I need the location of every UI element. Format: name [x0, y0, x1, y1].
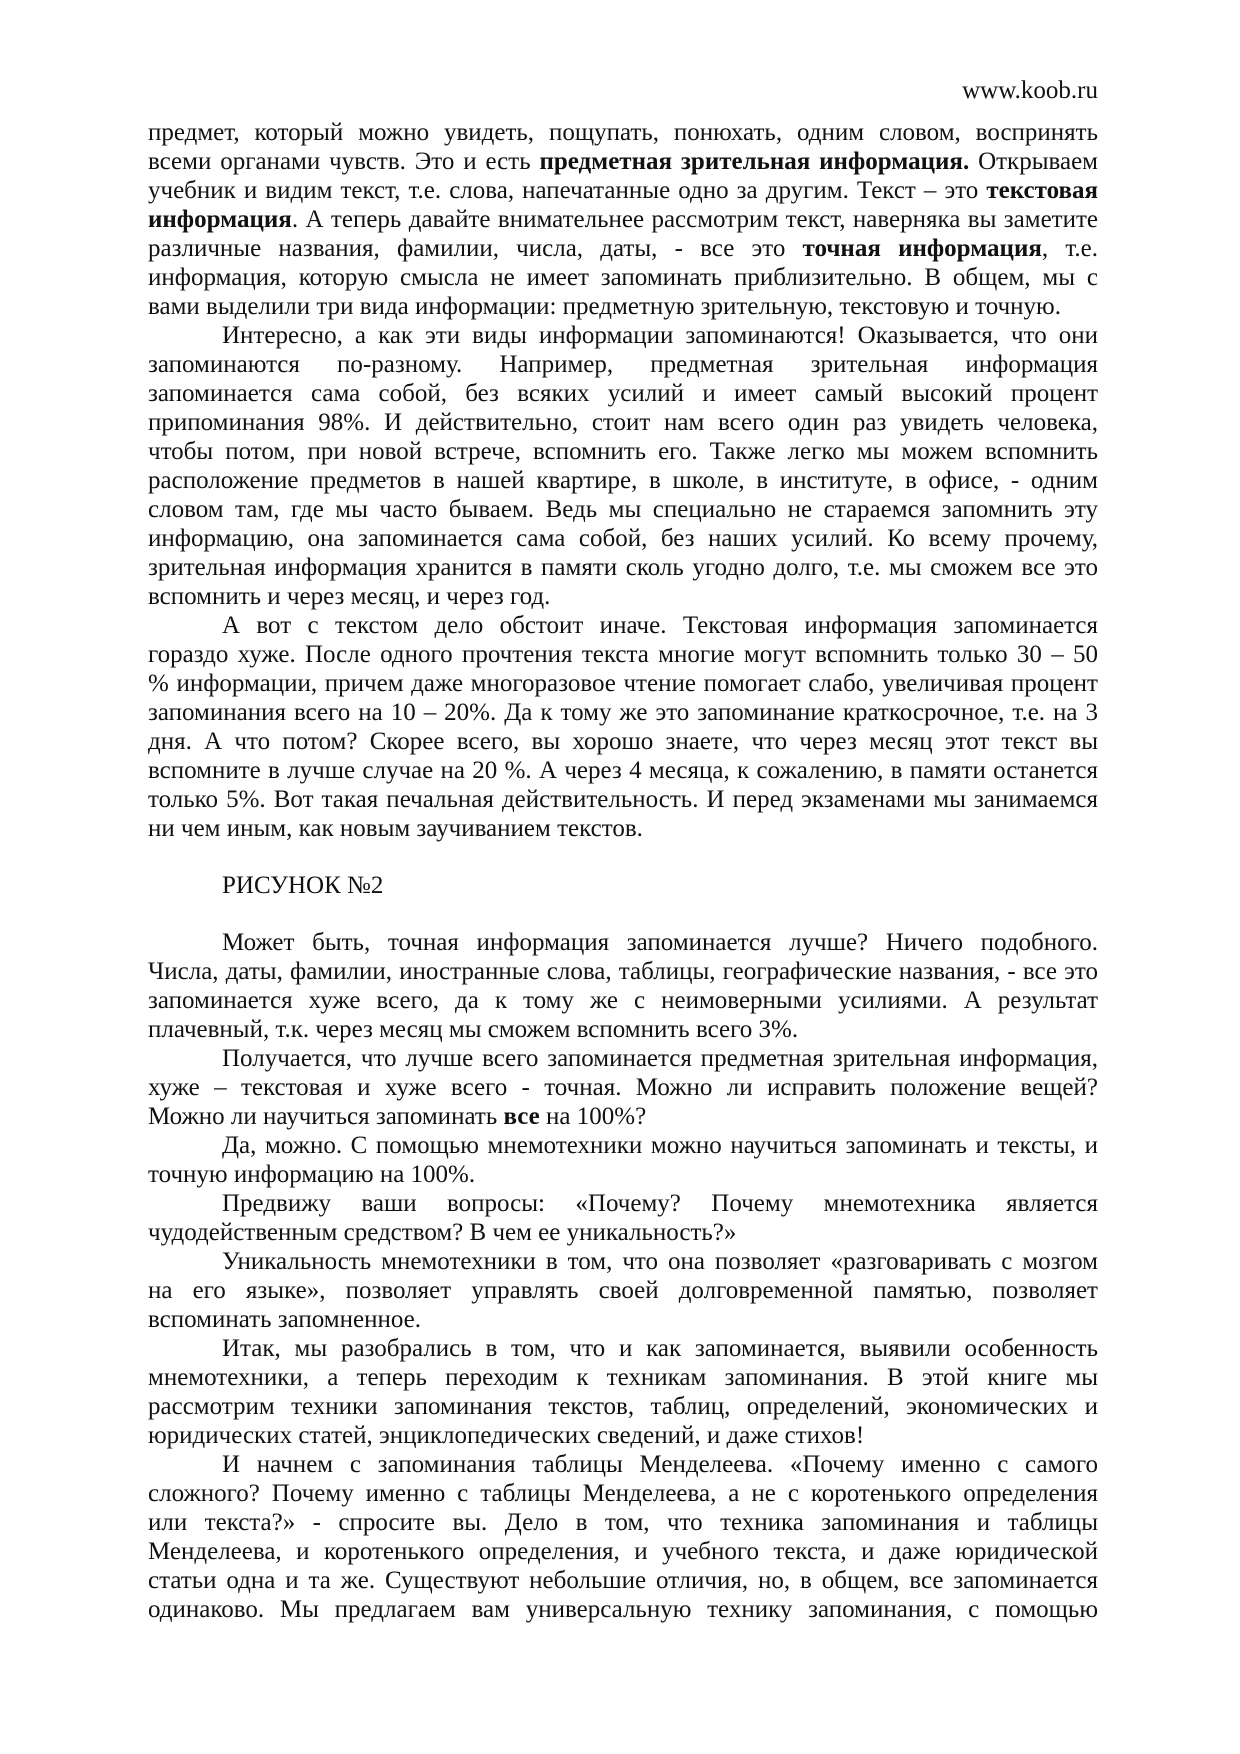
text-segment: рассмотрим техники запоминания текстов, таблиц, определений, экономических и [148, 1393, 1098, 1420]
text-segment: вспомните в лучше случае на 20 %. А через 4 месяца, к сожалению, в памяти останется [148, 757, 1098, 784]
text-line [148, 1566, 1098, 1595]
body-text-top [148, 118, 1098, 843]
paragraph [148, 1334, 1098, 1450]
text-line [222, 928, 1098, 957]
text-line [148, 1392, 1098, 1421]
text-segment: вспомнить и через месяц, и через год. [148, 583, 551, 610]
text-segment: Открываем [969, 148, 1098, 175]
text-segment: плачевный, т.к. через месяц мы сможем вспомнить всего 3%. [148, 1016, 799, 1043]
text-line [148, 350, 1098, 379]
text-segment: или текста?» - спросите вы. Дело в том, что техника запоминания и таблицы [148, 1509, 1098, 1536]
text-line [148, 785, 1098, 814]
text-line [148, 379, 1098, 408]
paragraph [148, 1450, 1098, 1624]
text-line [148, 147, 1098, 176]
text-line [148, 640, 1098, 669]
text-line [222, 1334, 1098, 1363]
text-segment: только 5%. Вот такая печальная действительность. И перед экзаменами мы занимаемся [148, 786, 1098, 813]
paragraph [148, 1247, 1098, 1334]
text-line [148, 756, 1098, 785]
text-segment: . А теперь давайте внимательнее рассмотрим текст, наверняка вы заметите [291, 206, 1098, 233]
text-segment: чтобы потом, при новой встрече, вспомнить его. Также легко мы можем вспомнить [148, 438, 1098, 465]
paragraph [148, 611, 1098, 843]
text-line [148, 495, 1098, 524]
page-header-site: www.koob.ru [962, 77, 1098, 104]
text-line [148, 205, 1098, 234]
text-segment: дня. А что потом? Скорее всего, вы хорошо знаете, что через месяц этот текст вы [148, 728, 1098, 755]
text-line [148, 408, 1098, 437]
text-line [148, 582, 1098, 611]
text-line [222, 1189, 1098, 1218]
text-line [148, 466, 1098, 495]
text-line [148, 1595, 1098, 1624]
text-line [148, 727, 1098, 756]
text-segment: запоминания всего на 10 – 20%. Да к тому же это запоминание краткосрочное, т.е. на 3 [148, 699, 1098, 726]
text-segment: запоминается хуже всего, да к тому же с неимоверными усилиями. А результат [148, 987, 1098, 1014]
text-segment: словом там, где мы часто бываем. Ведь мы специально не стараемся запомнить эту [148, 496, 1098, 523]
text-line [148, 1015, 1098, 1044]
text-segment: на 100%? [539, 1103, 647, 1130]
text-line [148, 524, 1098, 553]
text-segment: хуже – текстовая и хуже всего - точная. Можно ли исправить положение вещей? [148, 1074, 1098, 1101]
body-text-bottom [148, 928, 1098, 1624]
text-segment: , т.е. [1041, 235, 1098, 262]
text-segment: статьи одна и та же. Существуют небольшие отличия, но, в общем, все запоминается [148, 1567, 1098, 1594]
text-line [148, 669, 1098, 698]
text-segment: мнемотехники, а теперь переходим к техникам запоминания. В этой книге мы [148, 1364, 1098, 1391]
text-segment: учебник и видим текст, т.е. слова, напечатанные одно за другим. Текст – это [148, 177, 987, 204]
text-segment: Да, можно. С помощью мнемотехники можно научиться запоминать и тексты, и [222, 1132, 1098, 1159]
text-line [148, 986, 1098, 1015]
text-segment: юридических статей, энциклопедических сведений, и даже стихов! [148, 1422, 865, 1449]
bold-term: точная информация [802, 235, 1042, 262]
text-segment: запоминается сама собой, без всяких усилий и имеет самый высокий процент [148, 380, 1098, 407]
text-line [148, 437, 1098, 466]
text-line [148, 814, 1098, 843]
paragraph [148, 1189, 1098, 1247]
text-line [222, 321, 1098, 350]
text-segment: Итак, мы разобрались в том, что и как запоминается, выявили особенность [222, 1335, 1098, 1362]
text-segment: Уникальность мнемотехники в том, что она позволяет «разговаривать с мозгом [222, 1248, 1098, 1275]
text-line [148, 553, 1098, 582]
text-line [148, 263, 1098, 292]
text-segment: А вот с текстом дело обстоит иначе. Текстовая информация запоминается [222, 612, 1098, 639]
paragraph [148, 1131, 1098, 1189]
text-segment: И начнем с запоминания таблицы Менделеева. «Почему именно с самого [222, 1451, 1098, 1478]
text-line [148, 1508, 1098, 1537]
text-segment: припоминания 98%. И действительно, стоит нам всего один раз увидеть человека, [148, 409, 1098, 436]
text-segment: информация, которую смысла не имеет запоминать приблизительно. В общем, мы с [148, 264, 1098, 291]
figure-caption: РИСУНОК №2 [222, 872, 384, 899]
text-segment: гораздо хуже. После одного прочтения текста многие могут вспомнить только 30 – 50 [148, 641, 1098, 668]
text-line [148, 1363, 1098, 1392]
text-line [148, 1537, 1098, 1566]
text-segment: зрительная информация хранится в памяти сколь угодно долго, т.е. мы сможем все это [148, 554, 1098, 581]
text-line [148, 1073, 1098, 1102]
text-line [222, 1450, 1098, 1479]
text-line [222, 1247, 1098, 1276]
text-segment: % информации, причем даже многоразовое чтение помогает слабо, увеличивая процент [148, 670, 1098, 697]
text-line [148, 1479, 1098, 1508]
text-segment: расположение предметов в нашей квартире, в школе, в институте, в офисе, - одним [148, 467, 1098, 494]
text-segment: Может быть, точная информация запоминается лучше? Ничего подобного. [222, 929, 1098, 956]
text-line [148, 176, 1098, 205]
text-line [148, 1218, 1098, 1247]
bold-term: все [503, 1103, 540, 1130]
paragraph [148, 928, 1098, 1044]
text-line [148, 1305, 1098, 1334]
text-segment: Получается, что лучше всего запоминается предметная зрительная информация, [222, 1045, 1098, 1072]
text-segment: предмет, который можно увидеть, пощупать, понюхать, одним словом, воспринять [148, 119, 1098, 146]
text-line [222, 1044, 1098, 1073]
text-segment: на его языке», позволяет управлять своей долговременной памятью, позволяет [148, 1277, 1098, 1304]
bold-term: информация [148, 206, 292, 233]
text-line [148, 957, 1098, 986]
text-line [148, 1276, 1098, 1305]
text-segment: чудодейственным средством? В чем ее уникальность?» [148, 1219, 737, 1246]
text-segment: вспоминать запомненное. [148, 1306, 422, 1333]
paragraph [148, 321, 1098, 611]
text-line [148, 118, 1098, 147]
text-segment: Интересно, а как эти виды информации запоминаются! Оказывается, что они [222, 322, 1098, 349]
text-line [222, 1131, 1098, 1160]
text-segment: вами выделили три вида информации: предметную зрительную, текстовую и точную. [148, 293, 1061, 320]
text-segment: Предвижу ваши вопросы: «Почему? Почему мнемотехника является [222, 1190, 1098, 1217]
text-segment: Менделеева, и коротенького определения, и учебного текста, и даже юридической [148, 1538, 1098, 1565]
text-segment: запоминаются по-разному. Например, предметная зрительная информация [148, 351, 1098, 378]
text-line [148, 1421, 1098, 1450]
text-line [148, 234, 1098, 263]
text-segment: различные названия, фамилии, числа, даты, - все это [148, 235, 803, 262]
text-segment: всеми органами чувств. Это и есть [148, 148, 540, 175]
text-line [148, 1160, 1098, 1189]
bold-term: текстовая [986, 177, 1098, 204]
paragraph [148, 118, 1098, 321]
text-line [148, 1102, 1098, 1131]
text-segment: информацию, она запоминается сама собой, без наших усилий. Ко всему прочему, [148, 525, 1098, 552]
bold-term: предметная зрительная информация. [539, 148, 970, 175]
text-line [222, 611, 1098, 640]
text-segment: ни чем иным, как новым заучиванием текстов. [148, 815, 643, 842]
text-line [148, 292, 1098, 321]
text-segment: одинаково. Мы предлагаем вам универсальную технику запоминания, с помощью [148, 1596, 1098, 1623]
paragraph [148, 1044, 1098, 1131]
text-segment: сложного? Почему именно с таблицы Менделеева, а не с коротенького определения [148, 1480, 1098, 1507]
text-line [148, 698, 1098, 727]
text-segment: точную информацию на 100%. [148, 1161, 476, 1188]
text-segment: Можно ли научиться запоминать [148, 1103, 504, 1130]
text-segment: Числа, даты, фамилии, иностранные слова, таблицы, географические названия, - все это [148, 958, 1098, 985]
